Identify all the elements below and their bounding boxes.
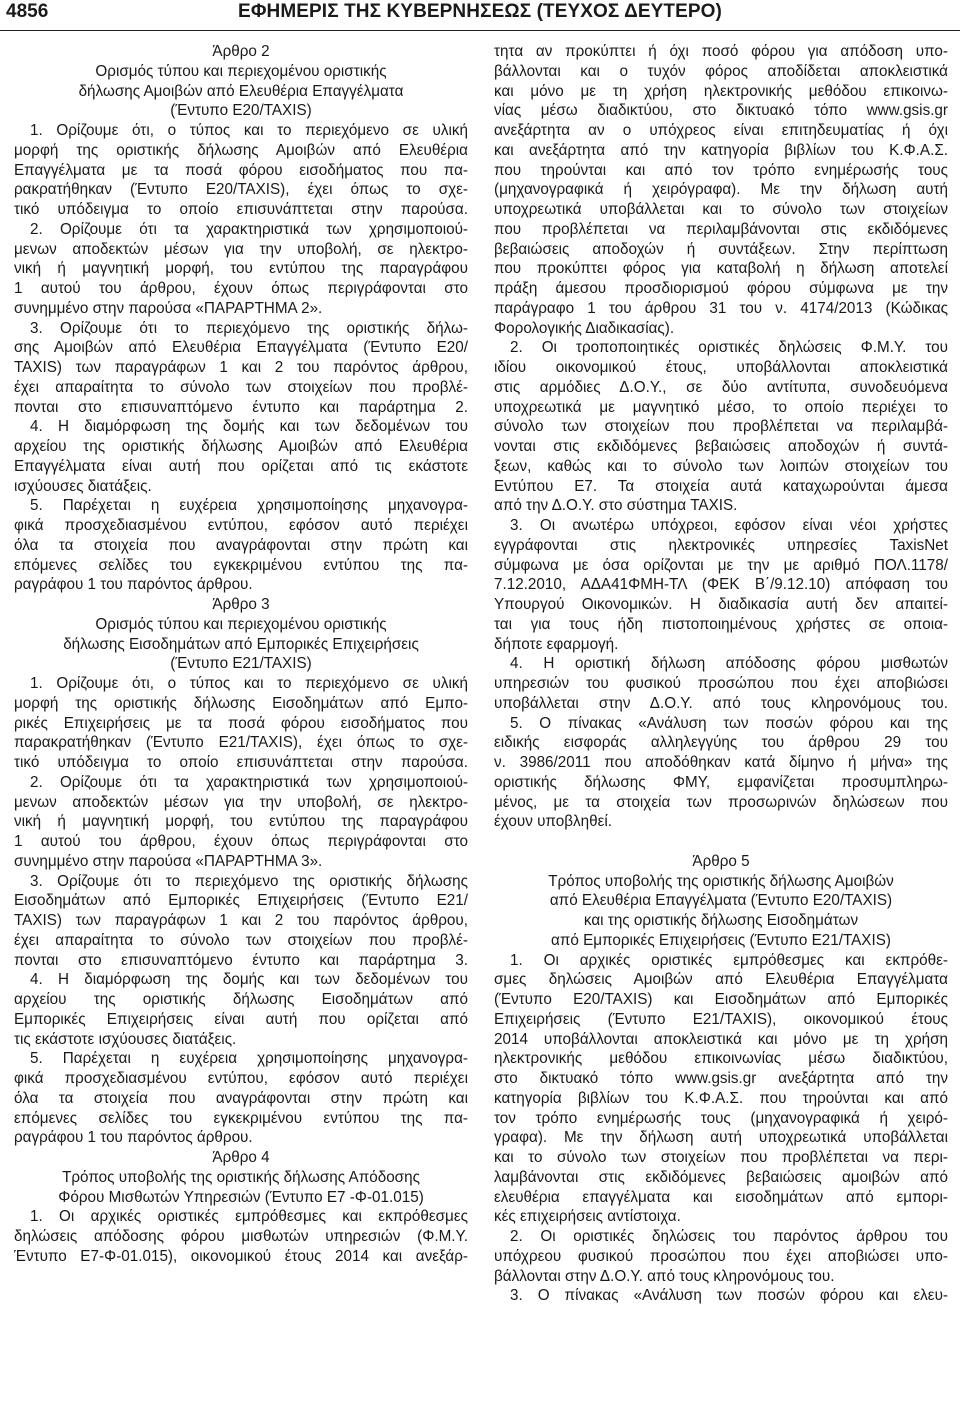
spacer <box>494 832 948 852</box>
text-line: Εμπορικές Επιχειρήσεις είναι αυτή που ορίζεται από <box>14 1010 468 1028</box>
text-line: πονται στο επισυναπτόμενο έντυπο και παράρτημα 2. <box>14 398 468 416</box>
text-line: έχουν υποβληθεί. <box>494 813 612 831</box>
text-line: υποχρεωτικά υποβάλλεται και το σύνολο των στοιχείων <box>494 201 948 218</box>
heading-line: Τρόπος υποβολής της οριστικής δήλωσης Απόδοσης <box>62 1168 420 1186</box>
text-line: ν. 3986/2011 που αποδόθηκαν κατά δίμηνο ή μήνα» της <box>494 754 948 771</box>
text-line: τον τρόπο ενημέρωσής τους (μηχανογραφικά ή χειρό- <box>494 1109 948 1127</box>
text-line: TAXIS) των παραγράφων 1 και 2 του παρόντος άρθρου, <box>14 912 468 929</box>
text-line: επόμενες σελίδες του εγκεκριμένου εντύπου της πα- <box>14 1109 468 1127</box>
heading-line: Ορισμός τύπου και περιεχομένου οριστικής <box>95 62 387 80</box>
text-line: ξεων, καθώς και το σύνολο των λοιπών στοιχείων του <box>494 457 948 475</box>
paragraph-start-line: 2. Οι τροποποιητικές οριστικές δηλώσεις Φ.Μ.Υ. του <box>510 339 948 357</box>
heading-line: από Ελευθέρια Επαγγέλματα (Έντυπο Ε20/TAXIS) <box>549 892 893 910</box>
text-line: όλα τα στοιχεία που αναγράφονται στην πρώτη και <box>14 1089 468 1107</box>
paragraph-start-line: 5. Παρέχεται η ευχέρεια χρησιμοποίησης μηχανογρα- <box>30 1050 468 1068</box>
text-line: υπόχρεου φυσικού προσώπου που έχει αποβιώσει υπο- <box>494 1247 948 1265</box>
heading-line: Άρθρο 3 <box>212 596 270 613</box>
text-line: μενων αποδεκτών μέσων για την υποβολή, σε ηλεκτρο- <box>14 240 468 258</box>
text-line: (Έντυπο Ε20/TAXIS) και Εισοδημάτων από Εμπορικές <box>494 991 948 1008</box>
text-line: που τηρούνται και από τον τρόπο ενημέρωσής τους <box>494 161 948 179</box>
text-line: (μηχανογραφικά ή χειρόγραφα). Με την δήλωση αυτή <box>494 181 948 199</box>
text-line: σύνολο των στοιχείων που προβλέπεται να περιλαμβά- <box>494 418 948 436</box>
text-line: όλα τα στοιχεία που αναγράφονται στην πρώτη και <box>14 536 468 554</box>
text-line: 2014 υποβάλλονται αποκλειστικά και μόνο με τη χρήση <box>494 1030 948 1048</box>
text-line: ραγράφου 1 του παρόντος άρθρου. <box>14 1129 253 1147</box>
text-line: κατηγορία βιβλίων του Κ.Φ.Α.Σ. που τηρούνται και από <box>494 1089 948 1107</box>
paragraph-start-line: 2. Ορίζουμε ότι τα χαρακτηριστικά των χρησιμοποιού- <box>30 220 468 238</box>
text-line: που προβλέπεται να περιλαμβάνονται στις εκδιδόμενες <box>494 220 948 238</box>
text-line: μενων αποδεκτών μέσων για την υποβολή, σε ηλεκτρο- <box>14 793 468 811</box>
heading-line: (Έντυπο Ε21/TAXIS) <box>170 655 312 673</box>
heading-line: δήλωσης Αμοιβών από Ελευθέρια Επαγγέλματα <box>78 82 404 100</box>
text-line: δήποτε εφαρμογή. <box>494 635 619 653</box>
text-line: φικά προσχεδιασμένου εντύπου, εφόσον αυτό περιέχει <box>14 517 468 534</box>
text-line: ρακρατήθηκαν (Έντυπο Ε20/TAXIS), έχει όπως το σχε- <box>14 181 468 199</box>
paragraph-start-line: 5. Παρέχεται η ευχέρεια χρησιμοποίησης μηχανογρα- <box>30 497 468 515</box>
paragraph-start-line: 4. Η οριστική δήλωση απόδοσης φόρου μισθωτών <box>510 655 948 673</box>
text-line: γραφα). Με την δήλωση αυτή υποχρεωτικά υποβάλλεται <box>494 1129 948 1147</box>
text-line: ειδικής εισφοράς αλληλεγγύης του άρθρου 29 του <box>494 734 948 752</box>
text-line: έχει απαραίτητα το σύνολο των στοιχείων που προβλέ- <box>14 378 468 396</box>
text-line: νική ή μαγνητική μορφή, του εντύπου της παραγράφου <box>14 813 468 831</box>
text-line: ηλεκτρονικής μεθόδου επικοινωνίας μέσω διαδικτύου, <box>494 1050 948 1068</box>
text-line: νονται στις εκδιδόμενες βεβαιώσεις αποδοχών ή συντά- <box>494 438 948 455</box>
heading-line: Άρθρο 2 <box>212 43 270 60</box>
text-line: αρχείου της οριστικής δήλωσης Αμοιβών από Ελευθέρια <box>14 438 468 455</box>
text-line: λαμβάνονται στις εκδιδόμενες βεβαιώσεις αμοιβών από <box>494 1168 948 1186</box>
text-line: Επαγγέλματα είναι αυτή που ορίζεται από τις εκάστοτε <box>14 457 468 475</box>
text-line: παρακρατήθηκαν (Έντυπο Ε21/TAXIS), έχει όπως το σχε- <box>14 734 468 752</box>
paragraph-start-line: 3. Ορίζουμε ότι το περιεχόμενο της οριστικής δήλωσης <box>30 872 468 890</box>
text-line: Υπουργού Οικονομικών. Η διαδικασία αυτή δεν απαιτεί- <box>494 596 948 613</box>
text-line: 1 αυτού του άρθρου, έχουν όπως περιγράφονται στο <box>14 833 468 850</box>
text-line: μορφή της οριστικής δήλωσης Αμοιβών από Ελευθέρια <box>14 141 468 159</box>
text-line: έχει απαραίτητα το σύνολο των στοιχείων που προβλέ- <box>14 931 468 949</box>
paragraph-start-line: 1. Ορίζουμε ότι, ο τύπος και το περιεχόμενο σε υλική <box>30 122 468 139</box>
text-line: ελευθέρια επαγγέλματα και εισοδημάτων από εμπορι- <box>494 1188 948 1206</box>
text-line: που προκύπτει φόρος για καταβολή η δήλωση αποτελεί <box>494 260 948 278</box>
right-column <box>494 42 948 1306</box>
gazette-title: ΕΦΗΜΕΡΙΣ ΤΗΣ ΚΥΒΕΡΝΗΣΕΩΣ (ΤΕΥΧΟΣ ΔΕΥΤΕΡΟ) <box>238 1 722 22</box>
text-line: υποχρεωτικά με μαγνητικό μέσο, το οποίο περιέχει το <box>494 398 948 416</box>
text-line: υπηρεσιών του φυσικού προσώπου που έχει αποβιώσει <box>494 675 948 692</box>
paragraph-start-line: 2. Οι οριστικές δηλώσεις του παρόντος άρθρου του <box>510 1228 948 1245</box>
paragraph-start-line: 4. Η διαμόρφωση της δομής και των δεδομένων του <box>30 418 468 436</box>
text-line: σης Αμοιβών από Ελευθέρια Επαγγέλματα (Έντυπο Ε20/ <box>14 339 468 357</box>
text-line: ιδίου οικονομικού έτους, υποβάλλονται αποκλειστικά <box>494 359 948 376</box>
text-line: ανεξάρτητα αν ο υπόχρεος είναι επιτηδευματίας ή όχι <box>494 122 948 139</box>
heading-line: δήλωσης Εισοδημάτων από Εμπορικές Επιχειρήσεις <box>63 635 419 653</box>
text-line: οριστικής δήλωσης ΦΜΥ, εμφανίζεται προσυμπληρω- <box>494 773 948 791</box>
heading-line: Άρθρο 5 <box>692 852 750 870</box>
text-line: νίας μέσω διαδικτύου, στο δικτυακό τόπο www.gsis.gr <box>494 102 948 120</box>
text-line: από την Δ.Ο.Υ. στο σύστημα TAXIS. <box>494 497 738 515</box>
text-line: δηλώσεις απόδοσης φόρου μισθωτών υπηρεσιών (Φ.Μ.Υ. <box>14 1228 468 1245</box>
text-line: ρικές Επιχειρήσεις με τα ποσά φόρου εισοδήματος που <box>14 714 468 732</box>
text-line: τικό υπόδειγμα το οποίο επισυνάπτεται στην παρούσα. <box>14 754 468 771</box>
text-line: σμες δηλώσεις Αμοιβών από Ελευθέρια Επαγγέλματα <box>494 971 948 989</box>
text-line: 7.12.2010, ΑΔΑ41ΦΜΗ-ΤΛ (ΦΕΚ Β΄/9.12.10) απόφαση του <box>494 576 948 594</box>
text-line: τητα αν προκύπτει ή όχι ποσό φόρου για απόδοση υπο- <box>494 43 948 60</box>
text-line: Επαγγέλματα με τα ποσά φόρου εισοδήματος που πα- <box>14 161 468 179</box>
text-line: συνημμένο στην παρούσα «ΠΑΡΑΡΤΗΜΑ 2». <box>14 299 323 317</box>
text-line: Εισοδημάτων από Εμπορικές Επιχειρήσεις (Έντυπο Ε21/ <box>14 892 468 910</box>
text-line: επόμενες σελίδες του εγκεκριμένου εντύπου της πα- <box>14 556 468 574</box>
page-number: 4856 <box>6 1 49 22</box>
text-line: φικά προσχεδιασμένου εντύπου, εφόσον αυτό περιέχει <box>14 1070 468 1087</box>
heading-line: (Έντυπο Ε20/TAXIS) <box>170 102 312 120</box>
header-rule <box>0 30 960 31</box>
text-line: ισχύουσες διατάξεις. <box>14 477 152 495</box>
text-line: συνημμένο στην παρούσα «ΠΑΡΑΡΤΗΜΑ 3». <box>14 852 323 870</box>
text-line: υποβάλλεται στην Δ.Ο.Υ. από τους κληρονόμους του. <box>494 694 948 712</box>
text-line: στις αρμόδιες Δ.Ο.Υ., σε δύο αντίτυπα, συνοδευόμενα <box>494 378 948 396</box>
text-line: Φορολογικής Διαδικασίας). <box>494 319 675 337</box>
paragraph-start-line: 5. Ο πίνακας «Ανάλυση των ποσών φόρου και της <box>510 714 948 732</box>
heading-line: Άρθρο 4 <box>212 1149 270 1166</box>
text-line: τικό υπόδειγμα το οποίο επισυνάπτεται στην παρούσα. <box>14 201 468 218</box>
heading-line: Τρόπος υποβολής της οριστικής δήλωσης Αμοιβών <box>548 872 894 890</box>
text-line: και ανεξάρτητα από την κατηγορία βιβλίων του Κ.Φ.Α.Σ. <box>494 141 948 159</box>
paragraph-start-line: 3. Ο πίνακας «Ανάλυση των ποσών φόρου και ελευ- <box>510 1287 948 1305</box>
text-line: και μόνο με τη χρήση ηλεκτρονικής μεθόδου επικοινω- <box>494 82 948 100</box>
text-line: μορφή της οριστικής δήλωσης Εισοδημάτων από Εμπο- <box>14 694 468 712</box>
paragraph-start-line: 1. Ορίζουμε ότι, ο τύπος και το περιεχόμενο σε υλική <box>30 675 468 692</box>
text-line: τις εκάστοτε ισχύουσες διατάξεις. <box>14 1030 237 1048</box>
heading-line: Φόρου Μισθωτών Υπηρεσιών (Έντυπο Ε7 -Φ-01.015) <box>58 1188 424 1206</box>
page-header <box>0 0 960 32</box>
text-line: ραγράφου 1 του παρόντος άρθρου. <box>14 576 253 594</box>
text-line: πράξη άμεσου προσδιορισμού φόρου σύμφωνα με την <box>494 280 948 297</box>
text-line: και το σύνολο των στοιχείων που προβλέπεται να περι- <box>494 1149 948 1166</box>
text-line: αρχείου της οριστικής δήλωσης Εισοδημάτων από <box>14 991 468 1008</box>
text-line: μένος, με τα στοιχεία των προσωρινών δηλώσεων που <box>494 793 948 811</box>
text-line: TAXIS) των παραγράφων 1 και 2 του παρόντος άρθρου, <box>14 359 468 376</box>
text-line: πονται στο επισυναπτόμενο έντυπο και παράρτημα 3. <box>14 951 468 969</box>
text-line: παράγραφο 1 του άρθρου 31 του ν. 4174/2013 (Κώδικας <box>494 299 948 317</box>
text-line: Εντύπου Ε7. Τα στοιχεία αυτά καταχωρούνται άμεσα <box>494 477 948 495</box>
text-line: σύμφωνα με όσα ορίζονται με την με αριθμό ΠΟΛ.1178/ <box>494 556 948 574</box>
text-line: εγγράφονται στις ηλεκτρονικές υπηρεσίες TaxisNet <box>494 536 948 554</box>
text-line: στο δικτυακό τόπο www.gsis.gr ανεξάρτητα από την <box>494 1070 948 1087</box>
paragraph-start-line: 1. Οι αρχικές οριστικές εμπρόθεσμες και εκπρόθε- <box>510 951 948 969</box>
text-line: βάλλονται στην Δ.Ο.Υ. από τους κληρονόμους του. <box>494 1267 835 1285</box>
heading-line: από Εμπορικές Επιχειρήσεις (Έντυπο Ε21/TAXIS) <box>551 931 891 949</box>
paragraph-start-line: 3. Ορίζουμε ότι το περιεχόμενο της οριστικής δήλω- <box>30 319 468 337</box>
paragraph-start-line: 3. Οι ανωτέρω υπόχρεοι, εφόσον είναι νέοι χρήστες <box>510 517 948 534</box>
heading-line: Ορισμός τύπου και περιεχομένου οριστικής <box>95 615 387 633</box>
text-line: Έντυπο Ε7-Φ-01.015), οικονομικού έτους 2014 και ανεξάρ- <box>14 1247 468 1265</box>
text-line: κές επιχειρήσεις αντίστοιχα. <box>494 1208 681 1226</box>
paragraph-start-line: 4. Η διαμόρφωση της δομής και των δεδομένων του <box>30 971 468 989</box>
heading-line: και της οριστικής δήλωσης Εισοδημάτων <box>583 912 859 929</box>
text-line: 1 αυτού του άρθρου, έχουν όπως περιγράφονται στο <box>14 280 468 297</box>
paragraph-start-line: 1. Οι αρχικές οριστικές εμπρόθεσμες και εκπρόθεσμες <box>30 1208 468 1226</box>
paragraph-start-line: 2. Ορίζουμε ότι τα χαρακτηριστικά των χρησιμοποιού- <box>30 773 468 791</box>
text-line: βάλλονται και ο τυχόν φόρος αποδίδεται αποκλειστικά <box>494 62 948 80</box>
text-line: βεβαιώσεις αποδοχών ή συντάξεων. Στην περίπτωση <box>494 240 948 258</box>
text-line: Επιχειρήσεις (Έντυπο Ε21/TAXIS), οικονομικού έτους <box>494 1010 948 1028</box>
text-line: ται για τους ήδη πιστοποιημένους χρήστες σε οποια- <box>494 615 948 633</box>
text-line: νική ή μαγνητική μορφή, του εντύπου της παραγράφου <box>14 260 468 278</box>
left-column <box>14 42 468 1267</box>
